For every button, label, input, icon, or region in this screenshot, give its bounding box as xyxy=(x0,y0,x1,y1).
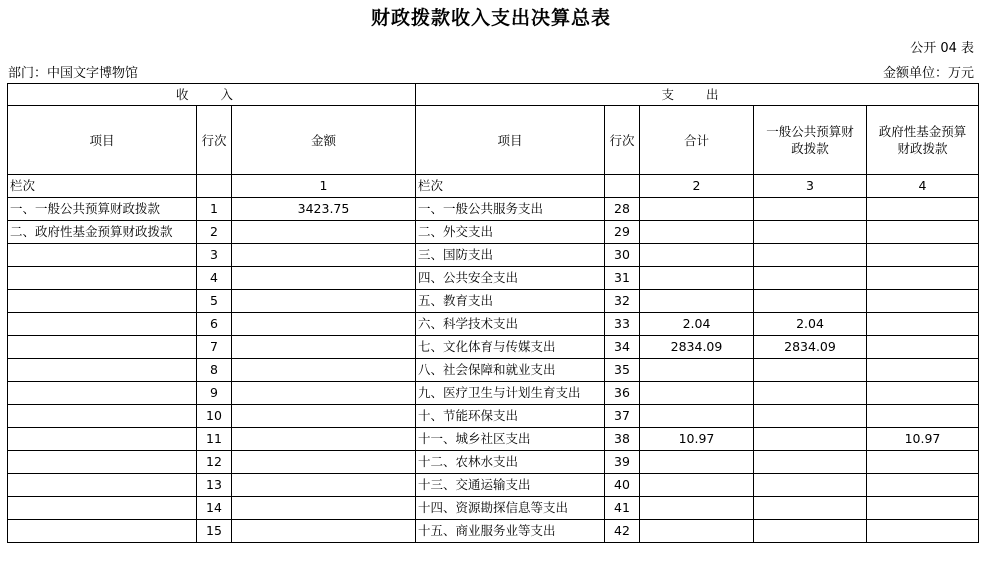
expense-total-cell: 2834.09 xyxy=(640,336,754,359)
expense-total-cell xyxy=(640,451,754,474)
header-general-budget: 一般公共预算财政拨款 xyxy=(754,106,867,175)
expense-item-cell: 十三、交通运输支出 xyxy=(416,474,605,497)
column-header-row xyxy=(8,106,979,175)
income-row-number: 14 xyxy=(197,497,232,520)
expense-fund-cell xyxy=(867,359,979,382)
income-item-cell xyxy=(8,428,197,451)
expense-general-cell xyxy=(754,405,867,428)
income-amount-cell xyxy=(232,405,416,428)
income-item-cell xyxy=(8,451,197,474)
expense-total-cell xyxy=(640,198,754,221)
expense-total-cell xyxy=(640,474,754,497)
income-item-cell xyxy=(8,267,197,290)
expense-fund-cell xyxy=(867,198,979,221)
table-row xyxy=(8,382,979,405)
expense-fund-cell xyxy=(867,474,979,497)
income-row-number: 15 xyxy=(197,520,232,543)
expense-row-number: 35 xyxy=(605,359,640,382)
expense-item-cell: 十二、农林水支出 xyxy=(416,451,605,474)
expense-item-cell: 九、医疗卫生与计划生育支出 xyxy=(416,382,605,405)
table-row xyxy=(8,267,979,290)
income-item-cell xyxy=(8,497,197,520)
expense-general-cell xyxy=(754,267,867,290)
expense-row-number: 33 xyxy=(605,313,640,336)
expense-general-cell xyxy=(754,359,867,382)
expense-row-number: 37 xyxy=(605,405,640,428)
table-row xyxy=(8,198,979,221)
expense-row-number: 29 xyxy=(605,221,640,244)
expense-row-number: 28 xyxy=(605,198,640,221)
income-item-cell xyxy=(8,336,197,359)
expense-row-number: 31 xyxy=(605,267,640,290)
expense-item-cell: 六、科学技术支出 xyxy=(416,313,605,336)
income-item-cell xyxy=(8,290,197,313)
expense-row-number: 41 xyxy=(605,497,640,520)
table-row xyxy=(8,474,979,497)
expense-fund-cell xyxy=(867,244,979,267)
income-amount-cell xyxy=(232,520,416,543)
expense-fund-cell xyxy=(867,336,979,359)
income-item-cell xyxy=(8,382,197,405)
income-row-number: 8 xyxy=(197,359,232,382)
table-row xyxy=(8,244,979,267)
expense-general-cell: 2.04 xyxy=(754,313,867,336)
income-amount-cell xyxy=(232,290,416,313)
header-fund-budget: 政府性基金预算财政拨款 xyxy=(867,106,979,175)
expense-general-cell xyxy=(754,244,867,267)
expense-total-cell xyxy=(640,520,754,543)
income-row-number: 12 xyxy=(197,451,232,474)
income-amount-cell xyxy=(232,497,416,520)
table-row xyxy=(8,405,979,428)
expense-fund-cell xyxy=(867,405,979,428)
section-header-row xyxy=(8,84,979,106)
table-row xyxy=(8,520,979,543)
income-item-cell xyxy=(8,405,197,428)
income-item-cell xyxy=(8,359,197,382)
expense-row-number: 30 xyxy=(605,244,640,267)
income-section-header: 收 入 xyxy=(8,84,416,106)
income-amount-cell: 3423.75 xyxy=(232,198,416,221)
expense-item-cell: 四、公共安全支出 xyxy=(416,267,605,290)
income-row-number: 7 xyxy=(197,336,232,359)
expense-general-cell xyxy=(754,221,867,244)
expense-item-cell: 七、文化体育与传媒支出 xyxy=(416,336,605,359)
table-row xyxy=(8,336,979,359)
income-row-number: 2 xyxy=(197,221,232,244)
header-total: 合计 xyxy=(640,106,754,175)
expense-fund-cell xyxy=(867,520,979,543)
expense-fund-cell: 10.97 xyxy=(867,428,979,451)
expense-item-cell: 一、一般公共服务支出 xyxy=(416,198,605,221)
expense-fund-cell xyxy=(867,313,979,336)
income-item-cell: 一、一般公共预算财政拨款 xyxy=(8,198,197,221)
header-income-row: 行次 xyxy=(197,106,232,175)
expense-general-cell xyxy=(754,520,867,543)
income-row-number: 9 xyxy=(197,382,232,405)
expense-item-cell: 二、外交支出 xyxy=(416,221,605,244)
expense-fund-cell xyxy=(867,451,979,474)
table-row xyxy=(8,290,979,313)
expense-total-cell xyxy=(640,290,754,313)
expense-fund-cell xyxy=(867,382,979,405)
column-number-fund: 4 xyxy=(867,175,979,198)
header-expense-item: 项目 xyxy=(416,106,605,175)
expense-total-cell xyxy=(640,359,754,382)
form-number: 公开 04 表 xyxy=(910,41,974,56)
page-title: 财政拨款收入支出决算总表 xyxy=(370,7,611,29)
expense-fund-cell xyxy=(867,290,979,313)
column-number-general: 3 xyxy=(754,175,867,198)
expense-row-number: 36 xyxy=(605,382,640,405)
budget-table xyxy=(7,83,979,543)
expense-item-cell: 十一、城乡社区支出 xyxy=(416,428,605,451)
income-row-number: 1 xyxy=(197,198,232,221)
income-row-number: 5 xyxy=(197,290,232,313)
department-label: 部门：中国文字博物馆 xyxy=(8,66,139,81)
income-row-number: 3 xyxy=(197,244,232,267)
expense-total-cell xyxy=(640,497,754,520)
income-row-number: 13 xyxy=(197,474,232,497)
income-amount-cell xyxy=(232,428,416,451)
expense-total-cell: 2.04 xyxy=(640,313,754,336)
expense-fund-cell xyxy=(867,267,979,290)
expense-total-cell: 10.97 xyxy=(640,428,754,451)
table-row xyxy=(8,497,979,520)
income-amount-cell xyxy=(232,336,416,359)
expense-row-number: 34 xyxy=(605,336,640,359)
expense-total-cell xyxy=(640,221,754,244)
expense-total-cell xyxy=(640,405,754,428)
table-row xyxy=(8,221,979,244)
income-amount-cell xyxy=(232,474,416,497)
income-amount-cell xyxy=(232,221,416,244)
expense-item-cell: 五、教育支出 xyxy=(416,290,605,313)
expense-total-cell xyxy=(640,267,754,290)
unit-label: 金额单位：万元 xyxy=(882,66,974,81)
header-income-amount: 金额 xyxy=(232,106,416,175)
income-row-number: 11 xyxy=(197,428,232,451)
column-number-income: 1 xyxy=(232,175,416,198)
expense-total-cell xyxy=(640,244,754,267)
header-income-item: 项目 xyxy=(8,106,197,175)
expense-general-cell: 2834.09 xyxy=(754,336,867,359)
income-amount-cell xyxy=(232,244,416,267)
expense-general-cell xyxy=(754,198,867,221)
expense-row-number: 38 xyxy=(605,428,640,451)
expense-fund-cell xyxy=(867,221,979,244)
expense-general-cell xyxy=(754,474,867,497)
expense-item-cell: 三、国防支出 xyxy=(416,244,605,267)
expense-item-cell: 八、社会保障和就业支出 xyxy=(416,359,605,382)
income-row-number: 10 xyxy=(197,405,232,428)
expense-general-cell xyxy=(754,290,867,313)
expense-fund-cell xyxy=(867,497,979,520)
expense-row-number: 39 xyxy=(605,451,640,474)
income-item-cell xyxy=(8,313,197,336)
income-amount-cell xyxy=(232,382,416,405)
column-number-label-2: 栏次 xyxy=(416,175,605,198)
table-row xyxy=(8,451,979,474)
expense-row-number: 40 xyxy=(605,474,640,497)
income-item-cell xyxy=(8,244,197,267)
table-row xyxy=(8,313,979,336)
expense-general-cell xyxy=(754,382,867,405)
column-number-label: 栏次 xyxy=(8,175,197,198)
income-amount-cell xyxy=(232,267,416,290)
table-row xyxy=(8,428,979,451)
income-row-number: 6 xyxy=(197,313,232,336)
expense-item-cell: 十五、商业服务业等支出 xyxy=(416,520,605,543)
income-item-cell xyxy=(8,520,197,543)
income-row-number: 4 xyxy=(197,267,232,290)
expense-row-number: 32 xyxy=(605,290,640,313)
income-item-cell xyxy=(8,474,197,497)
expense-general-cell xyxy=(754,497,867,520)
column-number-row xyxy=(8,175,979,198)
income-item-cell: 二、政府性基金预算财政拨款 xyxy=(8,221,197,244)
column-number-total: 2 xyxy=(640,175,754,198)
expense-total-cell xyxy=(640,382,754,405)
expense-item-cell: 十四、资源勘探信息等支出 xyxy=(416,497,605,520)
income-amount-cell xyxy=(232,451,416,474)
expense-item-cell: 十、节能环保支出 xyxy=(416,405,605,428)
expense-section-header: 支 出 xyxy=(416,84,979,106)
expense-row-number: 42 xyxy=(605,520,640,543)
expense-general-cell xyxy=(754,428,867,451)
income-amount-cell xyxy=(232,313,416,336)
expense-general-cell xyxy=(754,451,867,474)
income-amount-cell xyxy=(232,359,416,382)
header-expense-row: 行次 xyxy=(605,106,640,175)
table-row xyxy=(8,359,979,382)
